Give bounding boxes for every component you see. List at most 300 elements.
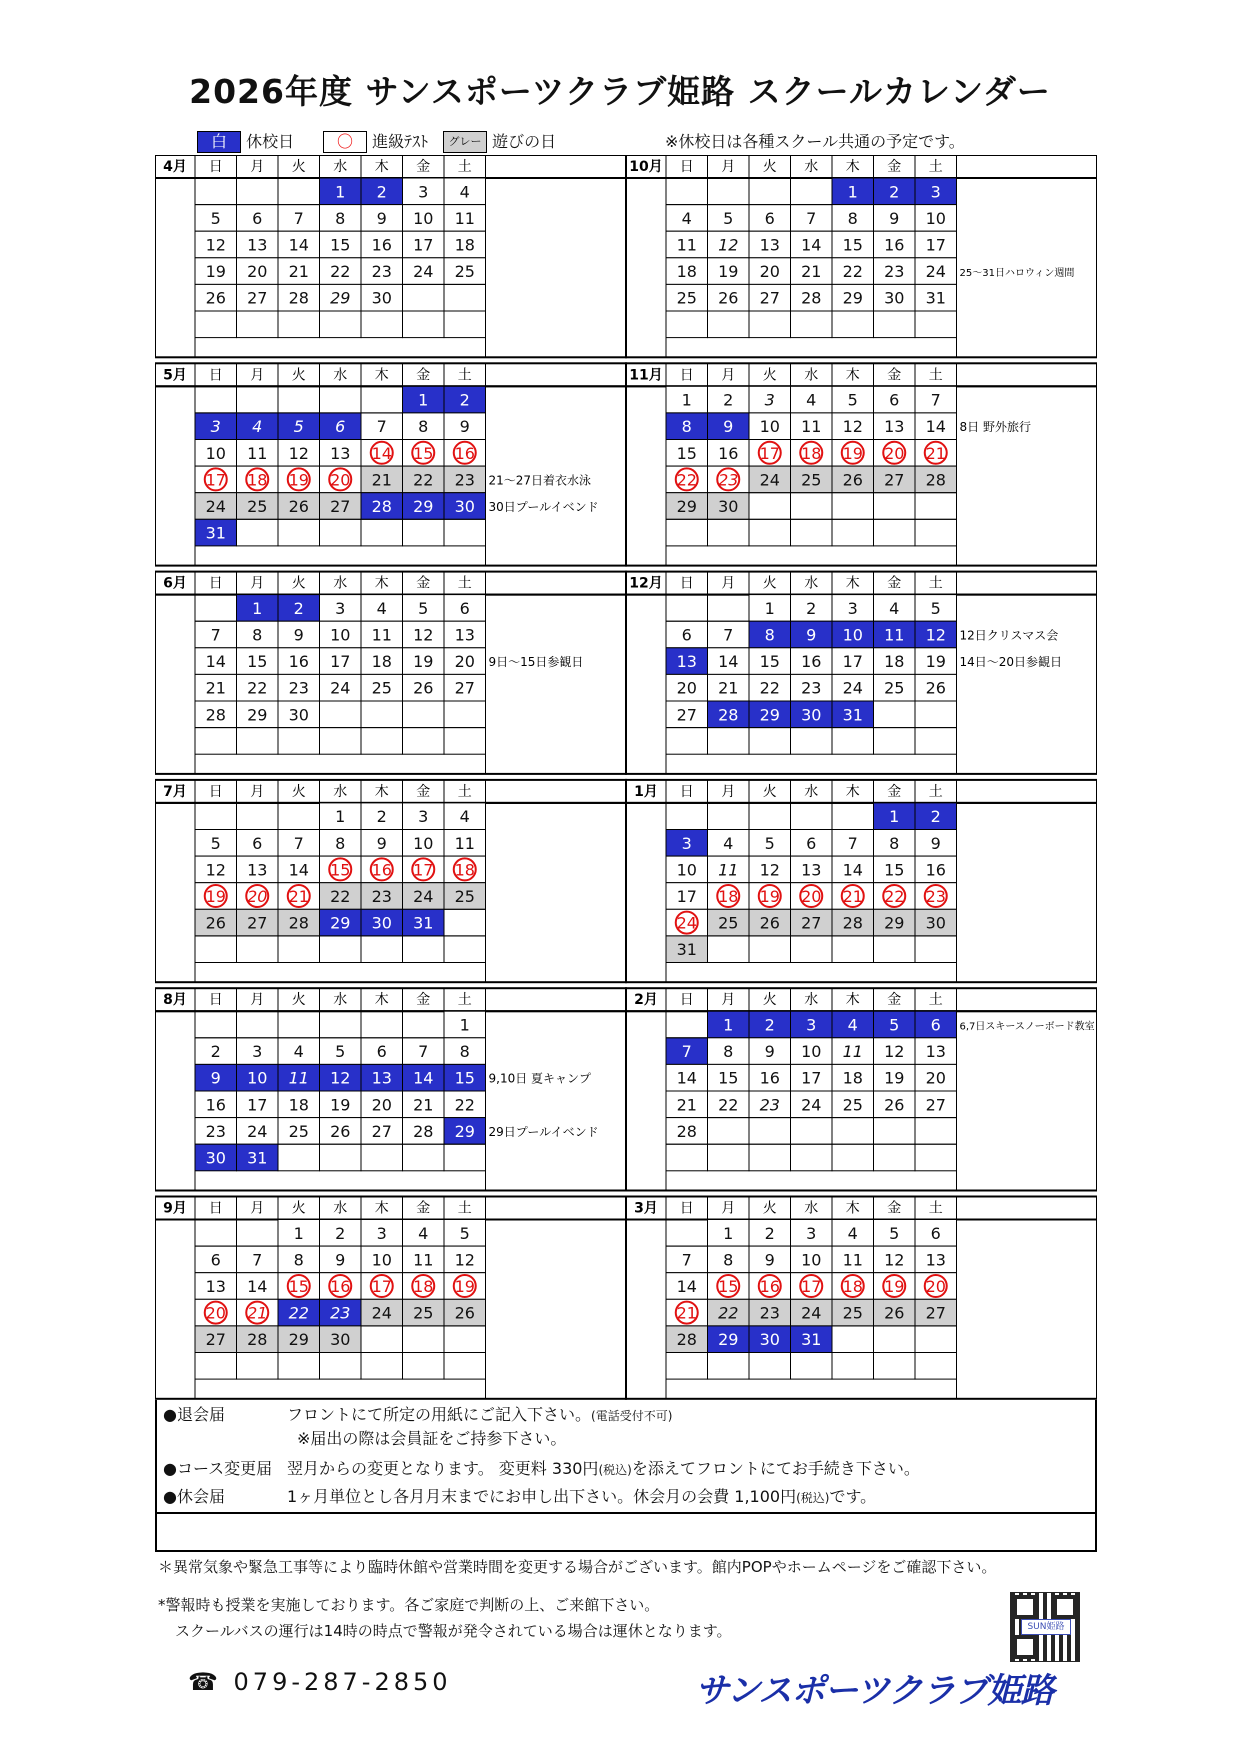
weekday-header: 金 [887,575,902,592]
empty-cell [666,728,708,755]
day-number: 8 [293,1250,304,1270]
weekday-header: 水 [333,1200,348,1217]
day-number: 27 [330,497,351,516]
day-number: 8 [459,1042,470,1062]
withdraw-text [287,1402,672,1425]
day-number: 26 [884,1095,905,1115]
day-number: 14 [925,417,946,437]
day-number: 13 [247,860,268,880]
day-number: 9 [376,208,387,228]
day-number: 16 [454,443,475,463]
day-number: 2 [459,390,470,410]
day-number: 8 [252,625,263,645]
day-number: 14 [247,1277,268,1296]
qr-label: SUN姫路 [1021,1619,1071,1635]
empty-cell [749,493,791,520]
day-number: 9 [459,417,470,437]
empty-cell [237,311,279,338]
day-number: 25 [676,288,697,308]
weekday-header: 火 [291,159,306,175]
day-number: 19 [718,262,739,282]
day-number: 19 [330,1095,351,1115]
day-number: 13 [676,652,697,672]
day-number: 1 [681,390,692,410]
day-number: 3 [252,1042,263,1062]
day-number: 12 [718,235,739,255]
weekday-header: 火 [762,783,777,800]
day-number: 21 [371,470,392,490]
month-label: 12月 [629,575,663,592]
day-number: 13 [884,417,905,437]
day-number: 6 [252,208,263,228]
day-number: 2 [210,1042,221,1062]
month-header [626,155,1097,178]
day-number: 1 [723,1223,734,1243]
day-number: 28 [413,1121,434,1141]
day-number: 16 [205,1095,226,1115]
day-number: 11 [801,417,822,437]
day-number: 27 [454,678,475,698]
day-number: 29 [884,913,905,933]
day-number: 20 [454,652,475,672]
empty-cell [237,1353,279,1380]
empty-cell [749,728,791,755]
day-number: 15 [330,235,351,255]
day-number: 15 [718,1277,739,1296]
day-number: 3 [806,1015,817,1035]
day-number: 1 [335,807,346,827]
empty-cell [708,1353,750,1380]
empty-cell [791,178,833,205]
empty-cell [749,803,791,830]
day-number: 30 [288,705,309,725]
day-number: 27 [759,288,780,308]
day-number: 26 [759,913,780,933]
day-number: 23 [718,470,739,490]
day-number: 29 [676,497,697,516]
day-number: 8 [723,1250,734,1270]
day-number: 4 [252,417,263,437]
day-number: 9 [889,208,900,228]
qr-corner [1013,1635,1037,1659]
weekday-header: 木 [374,1200,389,1217]
day-number: 24 [925,262,946,282]
empty-cell [832,1353,874,1380]
day-number: 5 [459,1223,470,1243]
day-number: 4 [847,1223,858,1243]
day-number: 27 [884,470,905,490]
event-note: 12日クリスマス会 [959,628,1059,643]
day-number: 8 [847,208,858,228]
day-number: 16 [371,860,392,880]
day-number: 28 [925,470,946,490]
day-number: 24 [247,1121,268,1141]
day-number: 23 [759,1095,780,1115]
empty-cell [791,519,833,546]
day-number: 11 [454,208,475,228]
empty-cell [791,936,833,963]
event-note: 6,7日スキースノーボード教室 [959,1021,1095,1033]
day-number: 11 [842,1042,863,1062]
month-header [155,780,626,803]
empty-cell [832,311,874,338]
weekday-header: 木 [374,992,389,1009]
day-number: 9 [764,1250,775,1270]
empty-cell [708,936,750,963]
day-number: 30 [925,913,946,933]
empty-cell [915,1326,957,1353]
day-number: 16 [330,1277,351,1296]
day-number: 19 [454,1277,475,1296]
day-number: 29 [330,913,351,933]
day-number: 4 [847,1015,858,1035]
empty-cell [832,493,874,520]
day-number: 1 [889,807,900,827]
note-warning-1: *警報時も授業を実施しております。各ご家庭で判断の上、ご来館下さい。 [158,1596,660,1614]
day-number: 26 [413,678,434,698]
day-number: 26 [205,913,226,933]
weekday-header: 金 [416,575,431,592]
empty-cell [195,311,237,338]
weekday-header: 金 [887,159,902,175]
weekday-header: 月 [721,367,736,384]
empty-cell [791,1118,833,1145]
day-number: 28 [718,705,739,725]
day-number: 5 [723,208,734,228]
day-number: 13 [247,235,268,255]
day-number: 31 [413,913,434,933]
weekday-header: 土 [928,992,943,1009]
weekday-header: 火 [291,992,306,1009]
withdraw-main: フロントにて所定の用紙にご記入下さい。 [287,1405,592,1424]
weekday-header: 木 [845,992,860,1009]
weekday-header: 日 [208,992,223,1009]
day-number: 7 [376,417,387,437]
day-number: 14 [413,1068,434,1088]
day-number: 9 [376,833,387,853]
empty-cell [320,1011,362,1038]
weekday-header: 日 [208,367,223,384]
month-label: 10月 [629,159,663,175]
weekday-header: 火 [762,159,777,175]
month-label: 5月 [163,367,187,384]
day-number: 12 [842,417,863,437]
empty-cell [320,519,362,546]
day-number: 20 [925,1068,946,1088]
day-number: 16 [925,860,946,880]
weekday-header: 火 [291,783,306,800]
empty-cell [874,1144,916,1171]
empty-cell [791,311,833,338]
weekday-header: 金 [887,367,902,384]
weekday-header: 水 [804,992,819,1009]
empty-cell [237,386,279,413]
weekday-header: 土 [928,783,943,800]
day-number: 30 [205,1148,226,1168]
empty-cell [666,1220,708,1247]
day-number: 14 [718,652,739,672]
day-number: 7 [847,833,858,853]
month-label: 1月 [634,783,658,800]
empty-cell [708,803,750,830]
day-number: 3 [418,182,429,202]
weekday-header: 土 [457,992,472,1009]
weekday-header: 木 [845,575,860,592]
weekday-header: 金 [416,159,431,175]
month-label: 4月 [163,159,187,175]
day-number: 3 [806,1223,817,1243]
course-tail: を添えてフロントにてお手続き下さい。 [631,1459,920,1478]
day-number: 6 [930,1015,941,1035]
day-number: 22 [247,678,268,698]
month-header [626,780,1097,803]
day-number: 1 [252,598,263,618]
empty-cell [708,1118,750,1145]
day-number: 25 [371,678,392,698]
legend-closed-swatch: 白 [197,131,241,153]
weekday-header: 月 [250,992,265,1009]
empty-cell [444,936,486,963]
day-number: 10 [205,443,226,463]
day-number: 23 [454,470,475,490]
day-number: 4 [459,182,470,202]
day-number: 17 [801,1068,822,1088]
empty-cell [320,386,362,413]
day-number: 15 [413,443,434,463]
day-number: 12 [759,860,780,880]
empty-cell [278,1011,320,1038]
day-number: 12 [288,443,309,463]
event-note: 9日〜15日参観日 [488,655,584,670]
day-number: 5 [847,390,858,410]
day-number: 28 [371,497,392,516]
empty-cell [278,178,320,205]
day-number: 2 [889,182,900,202]
weekday-header: 水 [804,1200,819,1217]
day-number: 9 [293,625,304,645]
day-number: 2 [806,598,817,618]
day-number: 31 [801,1330,822,1350]
day-number: 14 [288,860,309,880]
weekday-header: 月 [721,159,736,175]
day-number: 17 [371,1277,392,1296]
day-number: 1 [723,1015,734,1035]
day-number: 14 [288,235,309,255]
day-number: 25 [288,1121,309,1141]
day-number: 24 [801,1095,822,1115]
month-label: 2月 [634,992,658,1009]
weekday-header: 土 [928,159,943,175]
day-number: 30 [718,497,739,516]
empty-cell [320,1353,362,1380]
day-number: 3 [681,833,692,853]
leave-label: ●休会届 [163,1487,225,1506]
day-number: 23 [925,887,946,906]
empty-cell [444,1353,486,1380]
weekday-header: 日 [679,783,694,800]
month-label: 7月 [163,783,187,800]
day-number: 19 [288,470,309,490]
weekday-header: 水 [804,367,819,384]
empty-cell [195,1011,237,1038]
day-number: 28 [842,913,863,933]
day-number: 24 [413,262,434,282]
qr-code[interactable] [1010,1592,1080,1662]
day-number: 2 [376,182,387,202]
empty-cell [195,1220,237,1247]
day-number: 1 [847,182,858,202]
empty-cell [444,909,486,936]
day-number: 23 [759,1303,780,1323]
empty-cell [791,1144,833,1171]
empty-cell [403,728,445,755]
day-number: 31 [205,523,226,543]
day-number: 4 [681,208,692,228]
day-number: 10 [330,625,351,645]
day-number: 4 [376,598,387,618]
day-number: 18 [371,652,392,672]
empty-cell [874,936,916,963]
day-number: 22 [330,887,351,906]
day-number: 10 [413,208,434,228]
empty-cell [278,519,320,546]
day-number: 7 [293,833,304,853]
empty-cell [749,1144,791,1171]
empty-cell [708,595,750,622]
day-number: 18 [454,235,475,255]
day-number: 22 [718,1303,739,1323]
month-label: 8月 [163,992,187,1009]
day-number: 20 [676,678,697,698]
day-number: 19 [413,652,434,672]
legend-note: ※休校日は各種スクール共通の予定です。 [665,132,965,151]
weekday-header: 土 [457,575,472,592]
day-number: 11 [676,235,697,255]
day-number: 5 [764,833,775,853]
day-number: 28 [801,288,822,308]
empty-cell [403,936,445,963]
empty-cell [666,1144,708,1171]
empty-cell [444,701,486,728]
day-number: 4 [806,390,817,410]
day-number: 12 [454,1250,475,1270]
day-number: 17 [676,887,697,906]
month-header [626,572,1097,595]
empty-cell [320,1144,362,1171]
empty-cell [666,1011,708,1038]
day-number: 9 [806,625,817,645]
day-number: 18 [842,1068,863,1088]
empty-cell [874,728,916,755]
day-number: 15 [247,652,268,672]
empty-cell [749,1118,791,1145]
month-header [155,988,626,1011]
empty-cell [403,701,445,728]
leave-main: 1ヶ月単位とし各月月末までにお申し出下さい。休会月の会費 1,100円 [287,1487,797,1506]
day-number: 12 [205,235,226,255]
day-number: 17 [842,652,863,672]
day-number: 14 [205,652,226,672]
weekday-header: 木 [845,783,860,800]
empty-cell [444,1144,486,1171]
day-number: 21 [205,678,226,698]
weekday-header: 金 [887,1200,902,1217]
day-number: 24 [330,678,351,698]
day-number: 19 [884,1068,905,1088]
weekday-header: 日 [208,159,223,175]
day-number: 14 [801,235,822,255]
day-number: 6 [806,833,817,853]
day-number: 9 [210,1068,221,1088]
day-number: 17 [247,1095,268,1115]
month-header [626,363,1097,386]
day-number: 11 [884,625,905,645]
day-number: 23 [371,262,392,282]
day-number: 4 [418,1223,429,1243]
empty-cell [791,728,833,755]
day-number: 4 [293,1042,304,1062]
day-number: 29 [330,288,351,308]
day-number: 3 [847,598,858,618]
day-number: 9 [335,1250,346,1270]
day-number: 20 [247,887,268,906]
day-number: 25 [801,470,822,490]
day-number: 31 [247,1148,268,1168]
event-note: 30日プールイベンド [488,500,599,514]
day-number: 22 [288,1303,309,1323]
day-number: 29 [413,497,434,516]
day-number: 31 [925,288,946,308]
day-number: 13 [454,625,475,645]
qr-corner [1053,1595,1077,1619]
weekday-header: 月 [721,783,736,800]
weekday-header: 月 [250,575,265,592]
day-number: 13 [925,1250,946,1270]
empty-cell [320,936,362,963]
day-number: 26 [884,1303,905,1323]
empty-cell [749,178,791,205]
weekday-header: 木 [374,575,389,592]
empty-cell [832,1144,874,1171]
empty-cell [237,936,279,963]
day-number: 3 [930,182,941,202]
day-number: 30 [454,497,475,516]
day-number: 6 [335,417,346,437]
day-number: 4 [889,598,900,618]
empty-cell [666,519,708,546]
course-text [287,1456,920,1479]
weekday-header: 月 [721,575,736,592]
day-number: 11 [413,1250,434,1270]
event-note: 8日 野外旅行 [959,420,1031,435]
day-number: 28 [288,288,309,308]
event-note: 25〜31日ハロウィン週間 [959,268,1075,280]
empty-cell [403,284,445,311]
day-number: 19 [925,652,946,672]
day-number: 17 [925,235,946,255]
day-number: 25 [842,1303,863,1323]
empty-cell [708,728,750,755]
day-number: 23 [801,678,822,698]
day-number: 20 [801,887,822,906]
day-number: 30 [884,288,905,308]
day-number: 27 [925,1095,946,1115]
empty-cell [237,728,279,755]
day-number: 22 [759,678,780,698]
day-number: 16 [718,443,739,463]
empty-cell [749,311,791,338]
day-number: 1 [764,598,775,618]
